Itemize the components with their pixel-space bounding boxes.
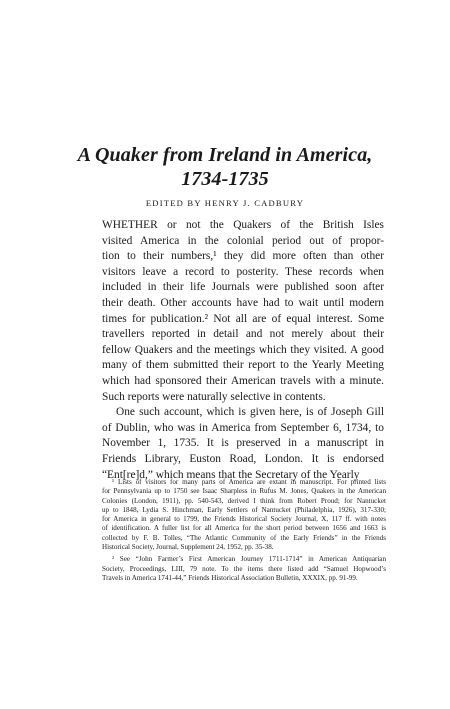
footnote-1-line: collected by F. B. Tolles, “The Atlantic Community of the Early Friends” in the Friends bbox=[102, 533, 386, 542]
paragraph-2-line: One such account, which is given here, is of Joseph Gill bbox=[116, 406, 384, 419]
paragraph-1-line: included in their life Journals were published soon after bbox=[102, 281, 384, 294]
paragraph-1-line: times for publication.² Not all are of equal interest. Some bbox=[102, 312, 384, 325]
footnote-1-line: for America in general to 1799, the Friends Historical Society Journal, X, 117 ff. with notes bbox=[102, 515, 386, 524]
title-line-2: 1734-1735 bbox=[181, 168, 269, 190]
title-line-1: A Quaker from Ireland in America, bbox=[77, 144, 373, 166]
footnote-1-line: for Pennsylvania up to 1750 see Isaac Sharpless in Rufus M. Jones, Quakers in the American bbox=[102, 487, 386, 496]
footnote-2-line: Travels in America 1741-44,” Friends Historical Association Bulletin, XXXIX, pp. 91-99. bbox=[102, 573, 358, 582]
paragraph-2-line: Friends Library, Euston Road, London. It is endorsed bbox=[102, 452, 384, 465]
paragraph-2-line: November 1, 1735. It is preserved in a manuscript in bbox=[102, 437, 384, 450]
paragraph-1-line: many of them submitted their report to the Yearly Meeting bbox=[102, 359, 384, 372]
paragraph-1-line: travellers reported in detail and not merely about their bbox=[102, 328, 384, 341]
footnote-1-line: Historical Society, Journal, Supplement 24, 1952, pp. 35-38. bbox=[102, 543, 274, 552]
footnotes bbox=[102, 478, 386, 586]
article-title bbox=[0, 143, 450, 191]
paragraph-1-line: Such reports were naturally selective in contents. bbox=[102, 390, 326, 403]
paragraph-1-line: visited America in the colonial period out of propor- bbox=[102, 234, 384, 247]
paragraph-2-line: of Dublin, who was in America from September 6, 1734, to bbox=[102, 421, 384, 434]
footnote-1-line: ¹ Lists of visitors for many parts of America are extant in manuscript. For printed lists bbox=[112, 478, 386, 486]
paragraph-1-line: WHETHER or not the Quakers of the British Isles bbox=[102, 219, 384, 231]
footnote-1-line: of identification. A fuller list for all America for the short period between 1656 and 1663 is bbox=[102, 524, 386, 533]
paragraph-1-line: tion to their numbers,¹ they did more often than other bbox=[102, 250, 384, 263]
editor-byline: EDITED BY HENRY J. CADBURY bbox=[145, 198, 305, 208]
paragraph-2-line: “Ent[re]d,” which means that the Secretary of the Yearly bbox=[102, 468, 360, 481]
footnote-2-line: Society, Proceedings, LIII, 79 note. To the items there listed add “Samuel Hopwood’s bbox=[102, 564, 386, 573]
footnote-1-line: Colonies (London, 1911), pp. 540-543, derived I think from Robert Proud; for Nantucket bbox=[102, 496, 386, 505]
paragraph-1-line: visitors leave a record to posterity. These records when bbox=[102, 265, 384, 278]
footnote-1 bbox=[102, 478, 386, 552]
footnote-1-line: up to 1848, Lydia S. Hinchman, Early Settlers of Nantucket (Philadelphia, 1926), 317-330; bbox=[102, 505, 386, 514]
paragraph-1 bbox=[102, 218, 384, 405]
article-body bbox=[102, 218, 384, 483]
footnote-2 bbox=[102, 555, 386, 583]
paragraph-1-line: fellow Quakers and the meetings which they visited. A good bbox=[102, 343, 384, 356]
paragraph-1-line: their death. Other accounts have had to wait until modern bbox=[102, 296, 384, 309]
paragraph-2 bbox=[102, 405, 384, 483]
footnote-2-line: ² See “John Farmer’s First American Journey 1711-1714” in American Antiquarian bbox=[112, 555, 386, 564]
paragraph-1-line: which had sponsored their American travels with a minute. bbox=[102, 374, 384, 387]
